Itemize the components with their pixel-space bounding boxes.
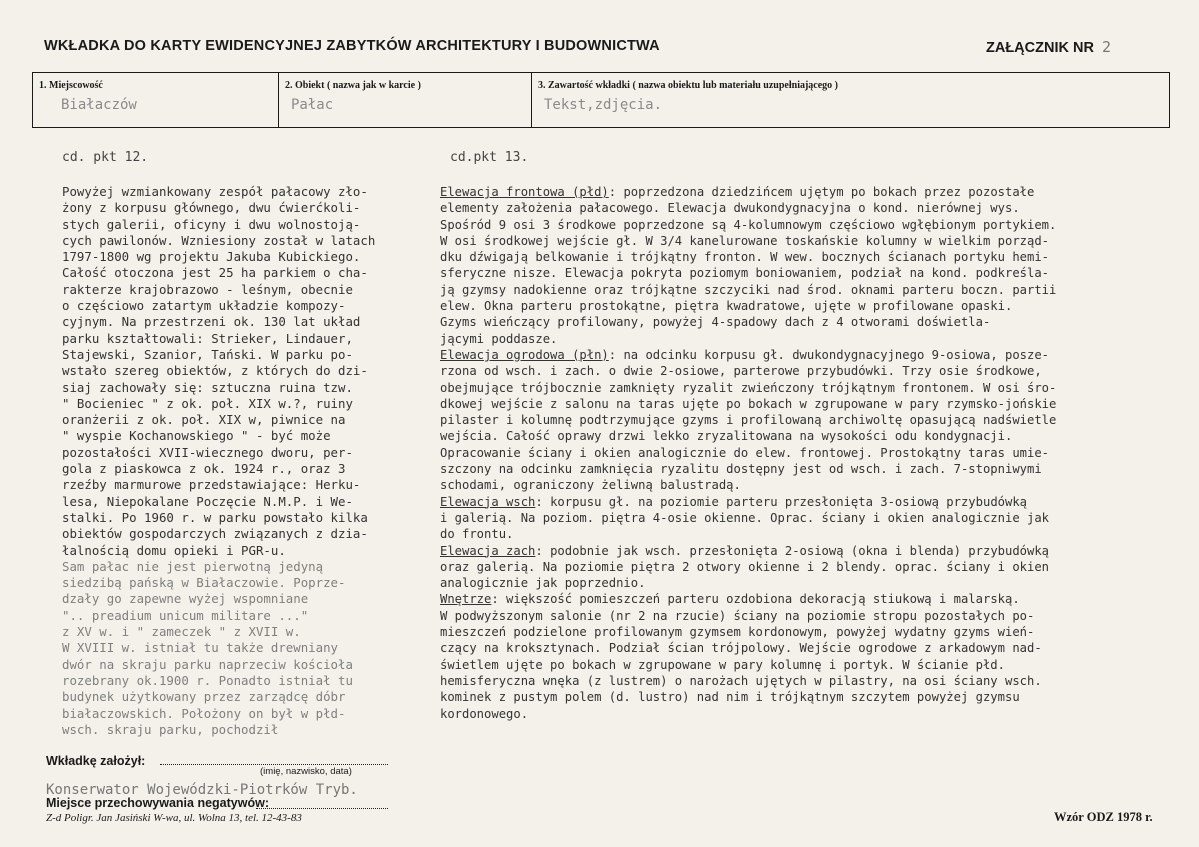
left-column-text bbox=[62, 184, 375, 738]
right-line bbox=[440, 657, 1056, 673]
left-line-faint: rozebrany ok.1900 r. Ponadto istniał tu bbox=[62, 672, 353, 688]
left-line: Całość otoczona jest 25 ha parkiem o cha- bbox=[62, 265, 368, 281]
right-line bbox=[440, 640, 1056, 656]
right-line bbox=[440, 689, 1056, 705]
right-line bbox=[440, 608, 1056, 624]
section-heading: Elewacja wsch bbox=[440, 494, 536, 509]
left-line: siaj zachowały się: sztuczna ruina tzw. bbox=[62, 379, 353, 395]
right-line bbox=[440, 217, 1056, 233]
storage-label: Miejsce przechowywania negatywów: bbox=[46, 796, 269, 810]
right-line-text: elew. Okna parteru prostokątne, piętra kwadratowe, ujęte w profilowane opaski. bbox=[440, 299, 1013, 314]
author-dotted-line bbox=[160, 764, 388, 765]
right-line-text: W podwyższonym salonie (nr 2 na rzucie) ściany na poziomie stropu pozostałych po- bbox=[440, 608, 1035, 623]
storage-dotted-line bbox=[256, 808, 388, 809]
right-line bbox=[440, 543, 1056, 559]
right-line bbox=[440, 706, 1056, 722]
right-line bbox=[440, 673, 1056, 689]
left-line-faint: dwór na skraju parku naprzeciw kościoła bbox=[62, 656, 353, 672]
section-heading: Elewacja frontowa (płd) bbox=[440, 185, 609, 199]
left-line: Powyżej wzmiankowany zespół pałacowy zło- bbox=[62, 184, 368, 199]
right-heading: cd.pkt 13. bbox=[450, 150, 529, 165]
field-content bbox=[532, 73, 1169, 127]
right-line-text: sferyczne nisze. Elewacja pokryta poziomym boniowaniem, podział na kond. podkreśla- bbox=[440, 266, 1050, 281]
attachment-number: 2 bbox=[1101, 38, 1111, 56]
right-line bbox=[440, 233, 1056, 249]
left-line: stych galerii, oficyny i dwu wolnostoją- bbox=[62, 216, 361, 232]
left-line: " wyspie Kochanowskiego " - być może bbox=[62, 428, 331, 444]
right-line bbox=[440, 396, 1056, 412]
right-line-text: ją gzymsy nadokienne oraz trójkątne szczyciki nad środ. oknami parteru boczn. partii bbox=[440, 282, 1057, 297]
author-label: Wkładkę założył: bbox=[46, 754, 146, 768]
right-line-text: : korpusu gł. na poziomie parteru przesłonięta 3-osiową przybudówką bbox=[535, 494, 1028, 509]
section-heading: Elewacja ogrodowa (płn) bbox=[440, 347, 609, 362]
field-content-value: Tekst,zdjęcia. bbox=[544, 97, 663, 113]
right-line bbox=[440, 363, 1056, 379]
right-line-text: obejmujące trójbocznie zamknięty ryzalit zwieńczony trójkątnym frontonem. W osi śro- bbox=[440, 380, 1057, 395]
right-line-text: wejścia. Całość oprawy drzwi lekko zryzalitowana na wysokości odu kondygnacji. bbox=[440, 429, 1013, 444]
field-object bbox=[279, 73, 532, 127]
right-line bbox=[440, 184, 1056, 200]
right-line bbox=[440, 249, 1056, 265]
right-line-text: schodami, ograniczony żeliwną balustradą. bbox=[440, 478, 741, 493]
conservator-stamp: Konserwator Wojewódzki-Piotrków Tryb. bbox=[46, 782, 358, 798]
field-locality-label: 1. Miejscowość bbox=[39, 80, 103, 91]
left-line-faint: wsch. skraju parku, pochodził bbox=[62, 721, 279, 737]
form-model: Wzór ODZ 1978 r. bbox=[1054, 810, 1153, 824]
right-line-text: do frontu. bbox=[440, 527, 514, 542]
left-line: gola z piaskowca z ok. 1924 r., oraz 3 bbox=[62, 461, 346, 477]
right-line bbox=[440, 591, 1056, 607]
left-line: stalki. Po 1960 r. w parku powstało kilka bbox=[62, 509, 368, 525]
right-line-text: i galerią. Na poziom. piętra 4-osie okienne. Oprac. ściany i okien analogicznie jak bbox=[440, 510, 1050, 525]
right-line bbox=[440, 412, 1056, 428]
left-line-faint: Sam pałac nie jest pierwotną jedyną bbox=[62, 558, 324, 574]
left-line-faint: ".. preadium unicum militare ..." bbox=[62, 607, 309, 623]
right-line bbox=[440, 298, 1056, 314]
left-line: " Bocieniec " z ok. poł. XIX w.?, ruiny bbox=[62, 395, 353, 411]
right-line bbox=[440, 428, 1056, 444]
left-line-faint: białaczowskich. Położony on był w płd- bbox=[62, 705, 346, 721]
right-line-text: rzona od wsch. i zach. o dwie 2-osiowe, parterowe przybudówki. Trzy osie środkowe, bbox=[440, 364, 1042, 379]
right-line-text: Opracowanie ściany i okien analogicznie do elew. frontowej. Prostokątny taras umie- bbox=[440, 445, 1050, 460]
author-caption: (imię, nazwisko, data) bbox=[260, 766, 352, 777]
section-heading: Wnętrze bbox=[440, 592, 492, 607]
right-line-text: jącymi poddasze. bbox=[440, 331, 558, 346]
right-line-text: elementy założenia pałacowego. Elewacja dwukondygnacyjna o kond. nierównej wys. bbox=[440, 201, 1020, 216]
right-line-text: : podobnie jak wsch. przesłonięta 2-osiową (okna i blenda) przybudówką bbox=[535, 543, 1050, 558]
right-line-text: Spośród 9 osi 3 środkowe poprzedzone są 4-kolumnowym częściowo wgłębionym portykiem. bbox=[440, 217, 1057, 232]
attachment-label: ZAŁĄCZNIK NR bbox=[986, 40, 1094, 56]
right-line-text: oraz galerią. Na poziomie piętra 2 otwory okienne i 2 blendy. oprac. ściany i okien bbox=[440, 559, 1050, 574]
right-line-text: W osi środkowej wejście gł. W 3/4 kanelurowane toskańskie kolumny w wielkim porząd- bbox=[440, 233, 1050, 248]
right-line bbox=[440, 624, 1056, 640]
field-object-label: 2. Obiekt ( nazwa jak w karcie ) bbox=[285, 80, 421, 91]
left-line: obiektów gospodarczych związanych z dzia- bbox=[62, 526, 368, 542]
right-line-text: : większość pomieszczeń parteru ozdobiona dekoracją stiukową i malarską. bbox=[491, 592, 1020, 607]
left-line: 1797-1800 wg projektu Jakuba Kubickiego. bbox=[62, 249, 361, 265]
field-content-label: 3. Zawartość wkładki ( nazwa obiektu lub materiału uzupełniającego ) bbox=[538, 80, 839, 91]
header-fields-table bbox=[32, 72, 1170, 128]
field-object-value: Pałac bbox=[291, 97, 334, 113]
left-line: żony z korpusu głównego, dwu ćwierćkoli- bbox=[62, 200, 361, 216]
right-line-text: pilaster i kolumnę podtrzymujące gzyms i profilowaną archiwoltę opasującą nadświetle bbox=[440, 413, 1057, 428]
left-line: wstało szereg obiektów, z których do dzi- bbox=[62, 363, 368, 379]
left-line-faint: siedzibą pańską w Białaczowie. Poprze- bbox=[62, 575, 346, 591]
left-line: parku kształtowali: Strieker, Lindauer, bbox=[62, 330, 353, 346]
left-line-faint: W XVIII w. istniał tu także drewniany bbox=[62, 640, 339, 656]
left-line: łalnością domu opieki i PGR-u. bbox=[62, 542, 286, 558]
right-line bbox=[440, 559, 1056, 575]
section-heading: Elewacja zach bbox=[440, 543, 536, 558]
right-line bbox=[440, 380, 1056, 396]
right-line-text: hemisferyczna wnęka (z lustrem) o narożach ujętych w pilastry, na osi ściany wsch. bbox=[440, 673, 1042, 688]
left-line-faint: z XV w. i " zameczek " z XVII w. bbox=[62, 624, 301, 640]
left-line-faint: dzały go zapewne wyżej wspomniane bbox=[62, 591, 309, 607]
left-line: rzeźby marmurowe przedstawiające: Herku- bbox=[62, 477, 361, 493]
left-line-faint: budynek użytkowany przez zarządcę dóbr bbox=[62, 689, 346, 705]
right-line bbox=[440, 575, 1056, 591]
field-locality-value: Białaczów bbox=[61, 97, 137, 113]
left-line: cyjnym. Na przestrzeni ok. 130 lat układ bbox=[62, 314, 361, 330]
right-line-text: szczony na odcinku zamknięcia ryzalitu dostępny jest od wsch. i zach. 7-stopniwymi bbox=[440, 462, 1042, 477]
right-column-text bbox=[440, 184, 1056, 722]
right-line bbox=[440, 314, 1056, 330]
right-line bbox=[440, 477, 1056, 493]
left-line: Stajewski, Szanior, Tański. W parku po- bbox=[62, 346, 353, 362]
right-line bbox=[440, 282, 1056, 298]
right-line bbox=[440, 445, 1056, 461]
right-line-text: mieszczeń podzielone profilowanym gzymsem kordonowym, powyżej wydatny gzyms wień- bbox=[440, 625, 1035, 640]
right-line-text: kominek z pustym polem (d. lustro) nad nim i trójkątnym szczytem powyżej gzymsu bbox=[440, 690, 1020, 705]
left-heading: cd. pkt 12. bbox=[62, 150, 149, 165]
left-line: oranżerii z ok. poł. XIX w, piwnice na bbox=[62, 412, 346, 428]
right-line-text: analogicznie jak poprzednio. bbox=[440, 576, 646, 591]
right-line-text: dkowej wejście z salonu na taras ujęte po bokach w zgrupowane w pary rzymsko-jońskie bbox=[440, 396, 1057, 411]
left-line: lesa, Niepokalane Poczęcie N.M.P. i We- bbox=[62, 493, 353, 509]
left-line: rakterze krajobrazowo - leśnym, obecnie bbox=[62, 281, 353, 297]
right-line bbox=[440, 331, 1056, 347]
right-line-text: czący na kroksztynach. Podział ścian trójpolowy. Wejście ogrodowe z arkadowym nad- bbox=[440, 641, 1042, 656]
form-title: WKŁADKA DO KARTY EWIDENCYJNEJ ZABYTKÓW ARCHITEKTURY I BUDOWNICTWA bbox=[44, 38, 660, 54]
left-line: pozostałości XVII-wiecznego dworu, per- bbox=[62, 444, 353, 460]
right-line-text: świetlem ujęte po bokach w zgrupowane w pary kolumnę i portyk. W ścianie płd. bbox=[440, 657, 1005, 672]
left-line: cych pawilonów. Wzniesiony został w latach bbox=[62, 232, 376, 248]
right-line bbox=[440, 461, 1056, 477]
right-line bbox=[440, 510, 1056, 526]
right-line bbox=[440, 265, 1056, 281]
right-line bbox=[440, 526, 1056, 542]
attachment-number-label bbox=[986, 38, 1111, 56]
left-line: o częściowo zatartym układzie kompozy- bbox=[62, 298, 346, 314]
printer-info: Z-d Poligr. Jan Jasiński W-wa, ul. Wolna 13, tel. 12-43-83 bbox=[46, 812, 302, 824]
right-line-text: dku dźwigają belkowanie i trójkątny fronton. W wew. bocznych ścianach portyku hemi- bbox=[440, 250, 1050, 265]
right-line-text: Gzyms wieńczący profilowany, powyżej 4-spadowy dach z 4 otworami doświetla- bbox=[440, 315, 991, 330]
right-line-text: kordonowego. bbox=[440, 706, 529, 721]
right-line-text: : poprzedzona dziedzińcem ujętym po bokach przez pozostałe bbox=[608, 185, 1035, 199]
right-line bbox=[440, 494, 1056, 510]
right-line bbox=[440, 347, 1056, 363]
right-line bbox=[440, 200, 1056, 216]
right-line-text: : na odcinku korpusu gł. dwukondygnacyjnego 9-osiowa, posze- bbox=[608, 347, 1050, 362]
field-locality bbox=[33, 73, 279, 127]
